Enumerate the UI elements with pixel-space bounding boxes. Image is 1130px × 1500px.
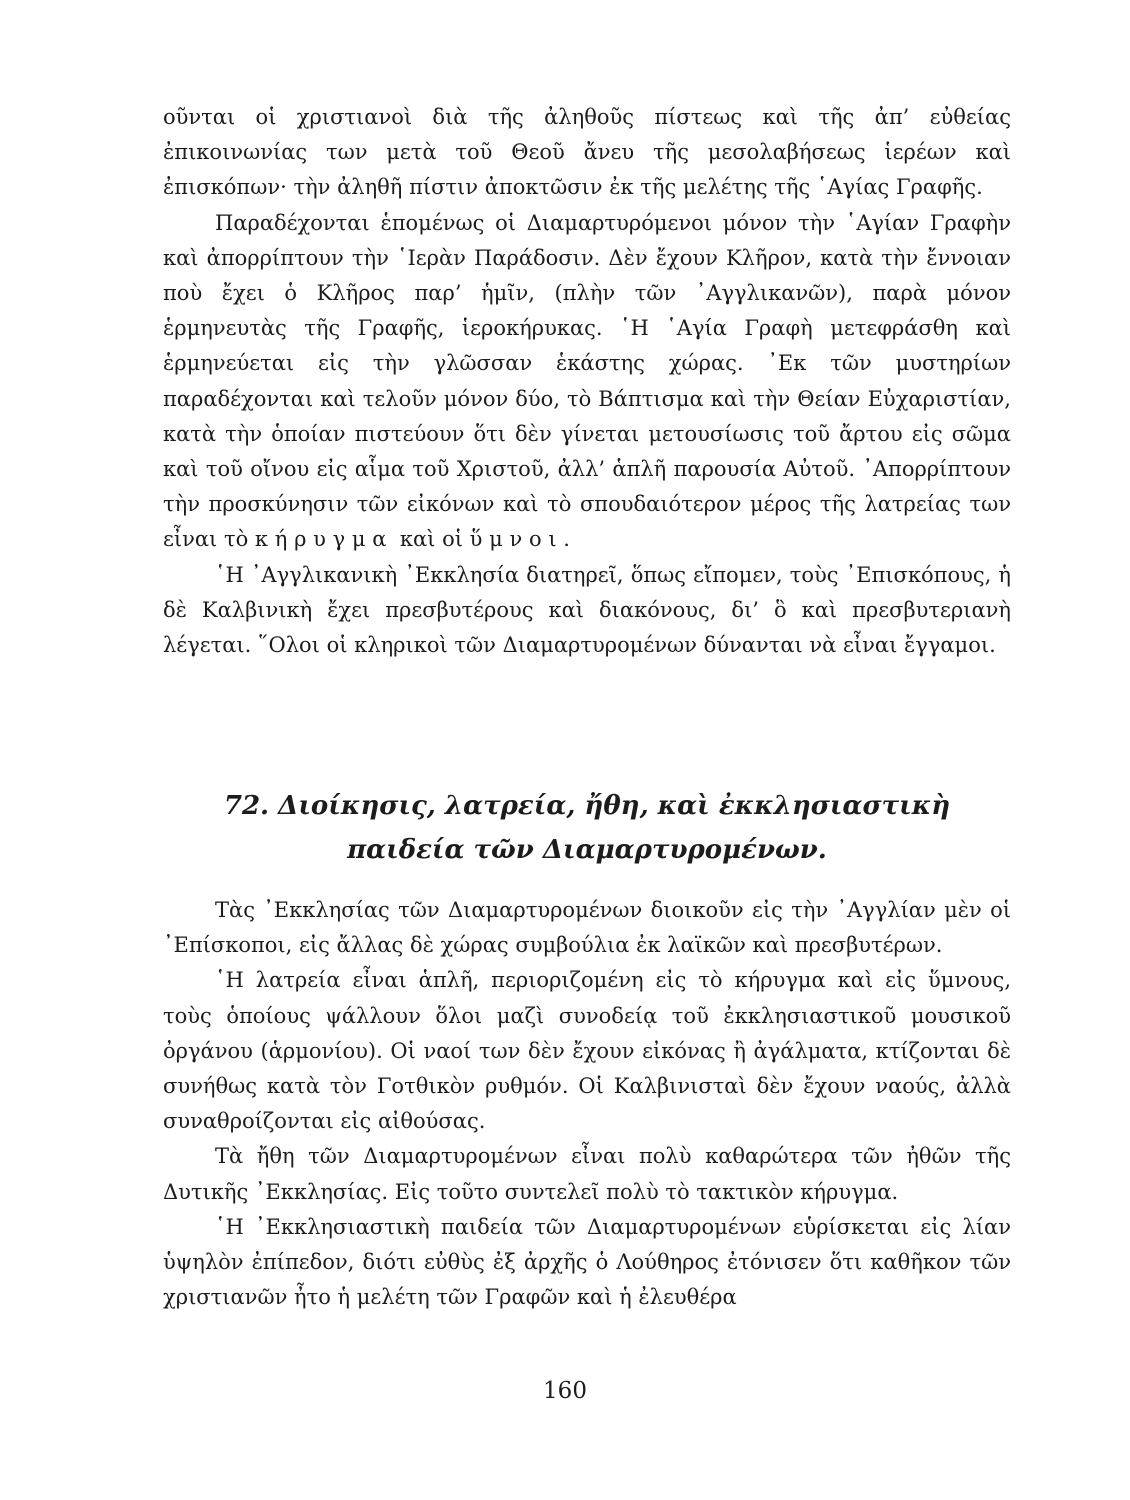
paragraph: ῾Η λατρεία εἶναι ἁπλῆ, περιοριζομένη εἰς τὸ κήρυγμα καὶ εἰς ὕμνους, τοὺς ὁποίους ψάλλουν ὅλοι μαζὶ συνοδείᾳ τοῦ ἐκκλησιαστικοῦ μουσικοῦ ὀργάνου (ἁρμονίου). Οἱ ναοί των δὲν ἔχουν εἰκόνας ἢ ἀγάλματα, κτίζονται δὲ συνήθως κατὰ τὸν Γοτθικὸν ρυθμόν. Οἱ Καλβινισταὶ δὲν ἔχουν ναούς, ἀλλὰ συναθροίζονται εἰς αἰθούσας. (163, 968, 1011, 1134)
page-number: 160 (543, 1378, 587, 1404)
section-heading (163, 784, 1011, 872)
paragraph: ῾Η ᾽Εκκλησιαστικὴ παιδεία τῶν Διαμαρτυρομένων εὑρίσκεται εἰς λίαν ὑψηλὸν ἐπίπεδον, διότι εὐθὺς ἐξ ἀρχῆς ὁ Λούθηρος ἐτόνισεν ὅτι καθῆκον τῶν χριστιανῶν ἦτο ἡ μελέτη τῶν Γραφῶν καὶ ἡ ἐλευθέρα (163, 1214, 1011, 1310)
paragraph: Τὰς ᾽Εκκλησίας τῶν Διαμαρτυρομένων διοικοῦν εἰς τὴν ᾽Αγγλίαν μὲν οἱ ᾽Επίσκοποι, εἰς ἄλλας δὲ χώρας συμβούλια ἐκ λαϊκῶν καὶ πρεσβυτέρων. (163, 898, 1011, 958)
paragraph (163, 206, 1011, 558)
paragraph: ῾Η ᾽Αγγλικανικὴ ᾽Εκκλησία διατηρεῖ, ὅπως εἴπομεν, τοὺς ᾽Επισκόπους, ἡ δὲ Καλβινικὴ ἔχει πρεσβυτέρους καὶ διακόνους, δι’ ὃ καὶ πρεσβυτεριανὴ λέγεται. ῞Ολοι οἱ κληρικοὶ τῶν Διαμαρτυρομένων δύνανται νὰ εἶναι ἔγγαμοι. (163, 562, 1011, 658)
spaced-word: ὕμνοι. (469, 527, 577, 552)
paragraph: οῦνται οἱ χριστιανοὶ διὰ τῆς ἀληθοῦς πίστεως καὶ τῆς ἀπ’ εὐθείας ἐπικοινωνίας των μετὰ τοῦ Θεοῦ ἄνευ τῆς μεσολαβήσεως ἱερέων καὶ ἐπισκόπων· τὴν ἀληθῆ πίστιν ἀποκτῶσιν ἐκ τῆς μελέτης τῆς ῾Αγίας Γραφῆς. (163, 105, 1011, 200)
conjunction-text: καὶ οἱ (399, 527, 463, 552)
heading-line: παιδεία τῶν Διαμαρτυρομένων. (347, 835, 827, 865)
spaced-word: κήρυγμα (254, 527, 394, 552)
text-block-top (163, 100, 1011, 663)
paragraph: Τὰ ἤθη τῶν Διαμαρτυρομένων εἶναι πολὺ καθαρώτερα τῶν ἠθῶν τῆς Δυτικῆς ᾽Εκκλησίας. Εἰς τοῦτο συντελεῖ πολὺ τὸ τακτικὸν κήρυγμα. (163, 1144, 1011, 1204)
heading-line: 72. Διοίκησις, λατρεία, ἤθη, καὶ ἐκκλησιαστικὴ (223, 791, 951, 821)
text-block-bottom (163, 893, 1011, 1315)
paragraph-text: Παραδέχονται ἑπομένως οἱ Διαμαρτυρόμενοι μόνον τὴν ῾Αγίαν Γραφὴν καὶ ἀπορρίπτουν τὴν ῾Ιερὰν Παράδοσιν. Δὲν ἔχουν Κλῆρον, κατὰ τὴν ἔννοιαν ποὺ ἔχει ὁ Κλῆρος παρ’ ἡμῖν, (πλὴν τῶν ᾽Αγγλικανῶν), παρὰ μόνον ἑρμηνευτὰς τῆς Γραφῆς, ἱεροκήρυκας. ῾Η ῾Αγία Γραφὴ μετεφράσθη καὶ ἑρμηνεύεται εἰς τὴν γλῶσσαν ἑκάστης χώρας. ᾽Εκ τῶν μυστηρίων παραδέχονται καὶ τελοῦν μόνον δύο, τὸ Βάπτισμα καὶ τὴν Θείαν Εὐχαριστίαν, κατὰ τὴν ὁποίαν πιστεύουν ὅτι δὲν γίνεται μετουσίωσις τοῦ ἄρτου εἰς σῶμα καὶ τοῦ οἴνου εἰς αἷμα τοῦ Χριστοῦ, ἀλλ’ ἁπλῆ παρουσία Αὐτοῦ. ᾽Απορρίπτουν τὴν προσκύνησιν τῶν εἰκόνων καὶ τὸ σπουδαιότερον μέρος τῆς λατρείας των εἶναι τὸ (163, 210, 1011, 552)
